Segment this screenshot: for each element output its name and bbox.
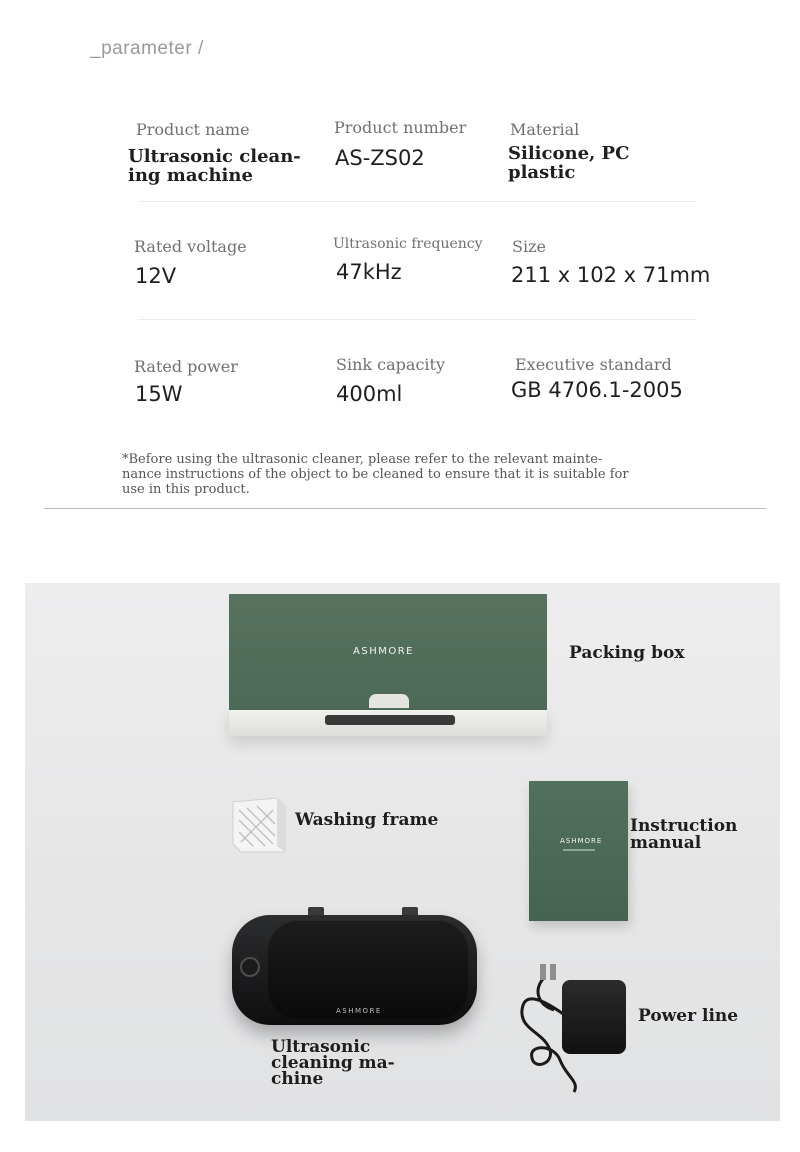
callout-instruction-manual: Instruction manual <box>630 816 738 853</box>
power-adapter-image <box>562 980 626 1054</box>
section-title: _parameter / <box>90 38 204 59</box>
row-divider <box>138 201 696 202</box>
spec-value-rated-power: 15W <box>135 382 183 406</box>
packing-box-tab <box>369 694 409 708</box>
spec-label-ultrasonic-frequency: Ultrasonic frequency <box>333 236 483 252</box>
spec-value-executive-standard: GB 4706.1-2005 <box>511 378 683 402</box>
section-divider <box>44 508 766 509</box>
callout-ultrasonic-cleaning-machine: Ultrasonic cleaning ma- chine <box>271 1037 395 1089</box>
power-button-icon <box>240 957 260 977</box>
row-divider <box>138 319 696 320</box>
spec-label-product-number: Product number <box>334 118 467 137</box>
spec-value-product-name: Ultrasonic clean- ing machine <box>128 146 301 186</box>
callout-power-line: Power line <box>638 1006 739 1026</box>
spec-value-ultrasonic-frequency: 47kHz <box>336 260 402 284</box>
spec-label-executive-standard: Executive standard <box>515 355 672 374</box>
spec-value-product-number: AS-ZS02 <box>335 146 425 170</box>
manual-subtitle-mark <box>563 849 595 851</box>
spec-label-sink-capacity: Sink capacity <box>336 355 445 374</box>
spec-label-product-name: Product name <box>136 120 250 139</box>
washing-frame-image <box>229 796 287 854</box>
spec-label-size: Size <box>512 237 546 256</box>
spec-label-material: Material <box>510 120 580 139</box>
device-lid <box>268 921 468 1019</box>
spec-label-rated-power: Rated power <box>134 357 238 376</box>
packing-box-window <box>325 715 455 725</box>
packing-box-image <box>229 594 547 736</box>
packing-box-brand: ASHMORE <box>353 646 414 657</box>
spec-label-rated-voltage: Rated voltage <box>134 237 247 256</box>
spec-value-material: Silicone, PC plastic <box>508 143 630 183</box>
spec-value-rated-voltage: 12V <box>135 264 177 288</box>
washing-frame-icon <box>229 796 287 854</box>
ultrasonic-cleaning-machine-image <box>232 915 477 1025</box>
instruction-manual-image <box>529 781 628 921</box>
callout-packing-box: Packing box <box>569 643 685 663</box>
usage-note: *Before using the ultrasonic cleaner, please refer to the relevant mainte- nance instructions of the object to be cleaned to ensure that it is suitable for use in this product. <box>122 452 629 497</box>
manual-brand: ASHMORE <box>560 837 603 845</box>
device-brand: ASHMORE <box>336 1007 382 1015</box>
callout-washing-frame: Washing frame <box>295 810 439 830</box>
spec-value-size: 211 x 102 x 71mm <box>511 263 711 287</box>
spec-value-sink-capacity: 400ml <box>336 382 403 406</box>
